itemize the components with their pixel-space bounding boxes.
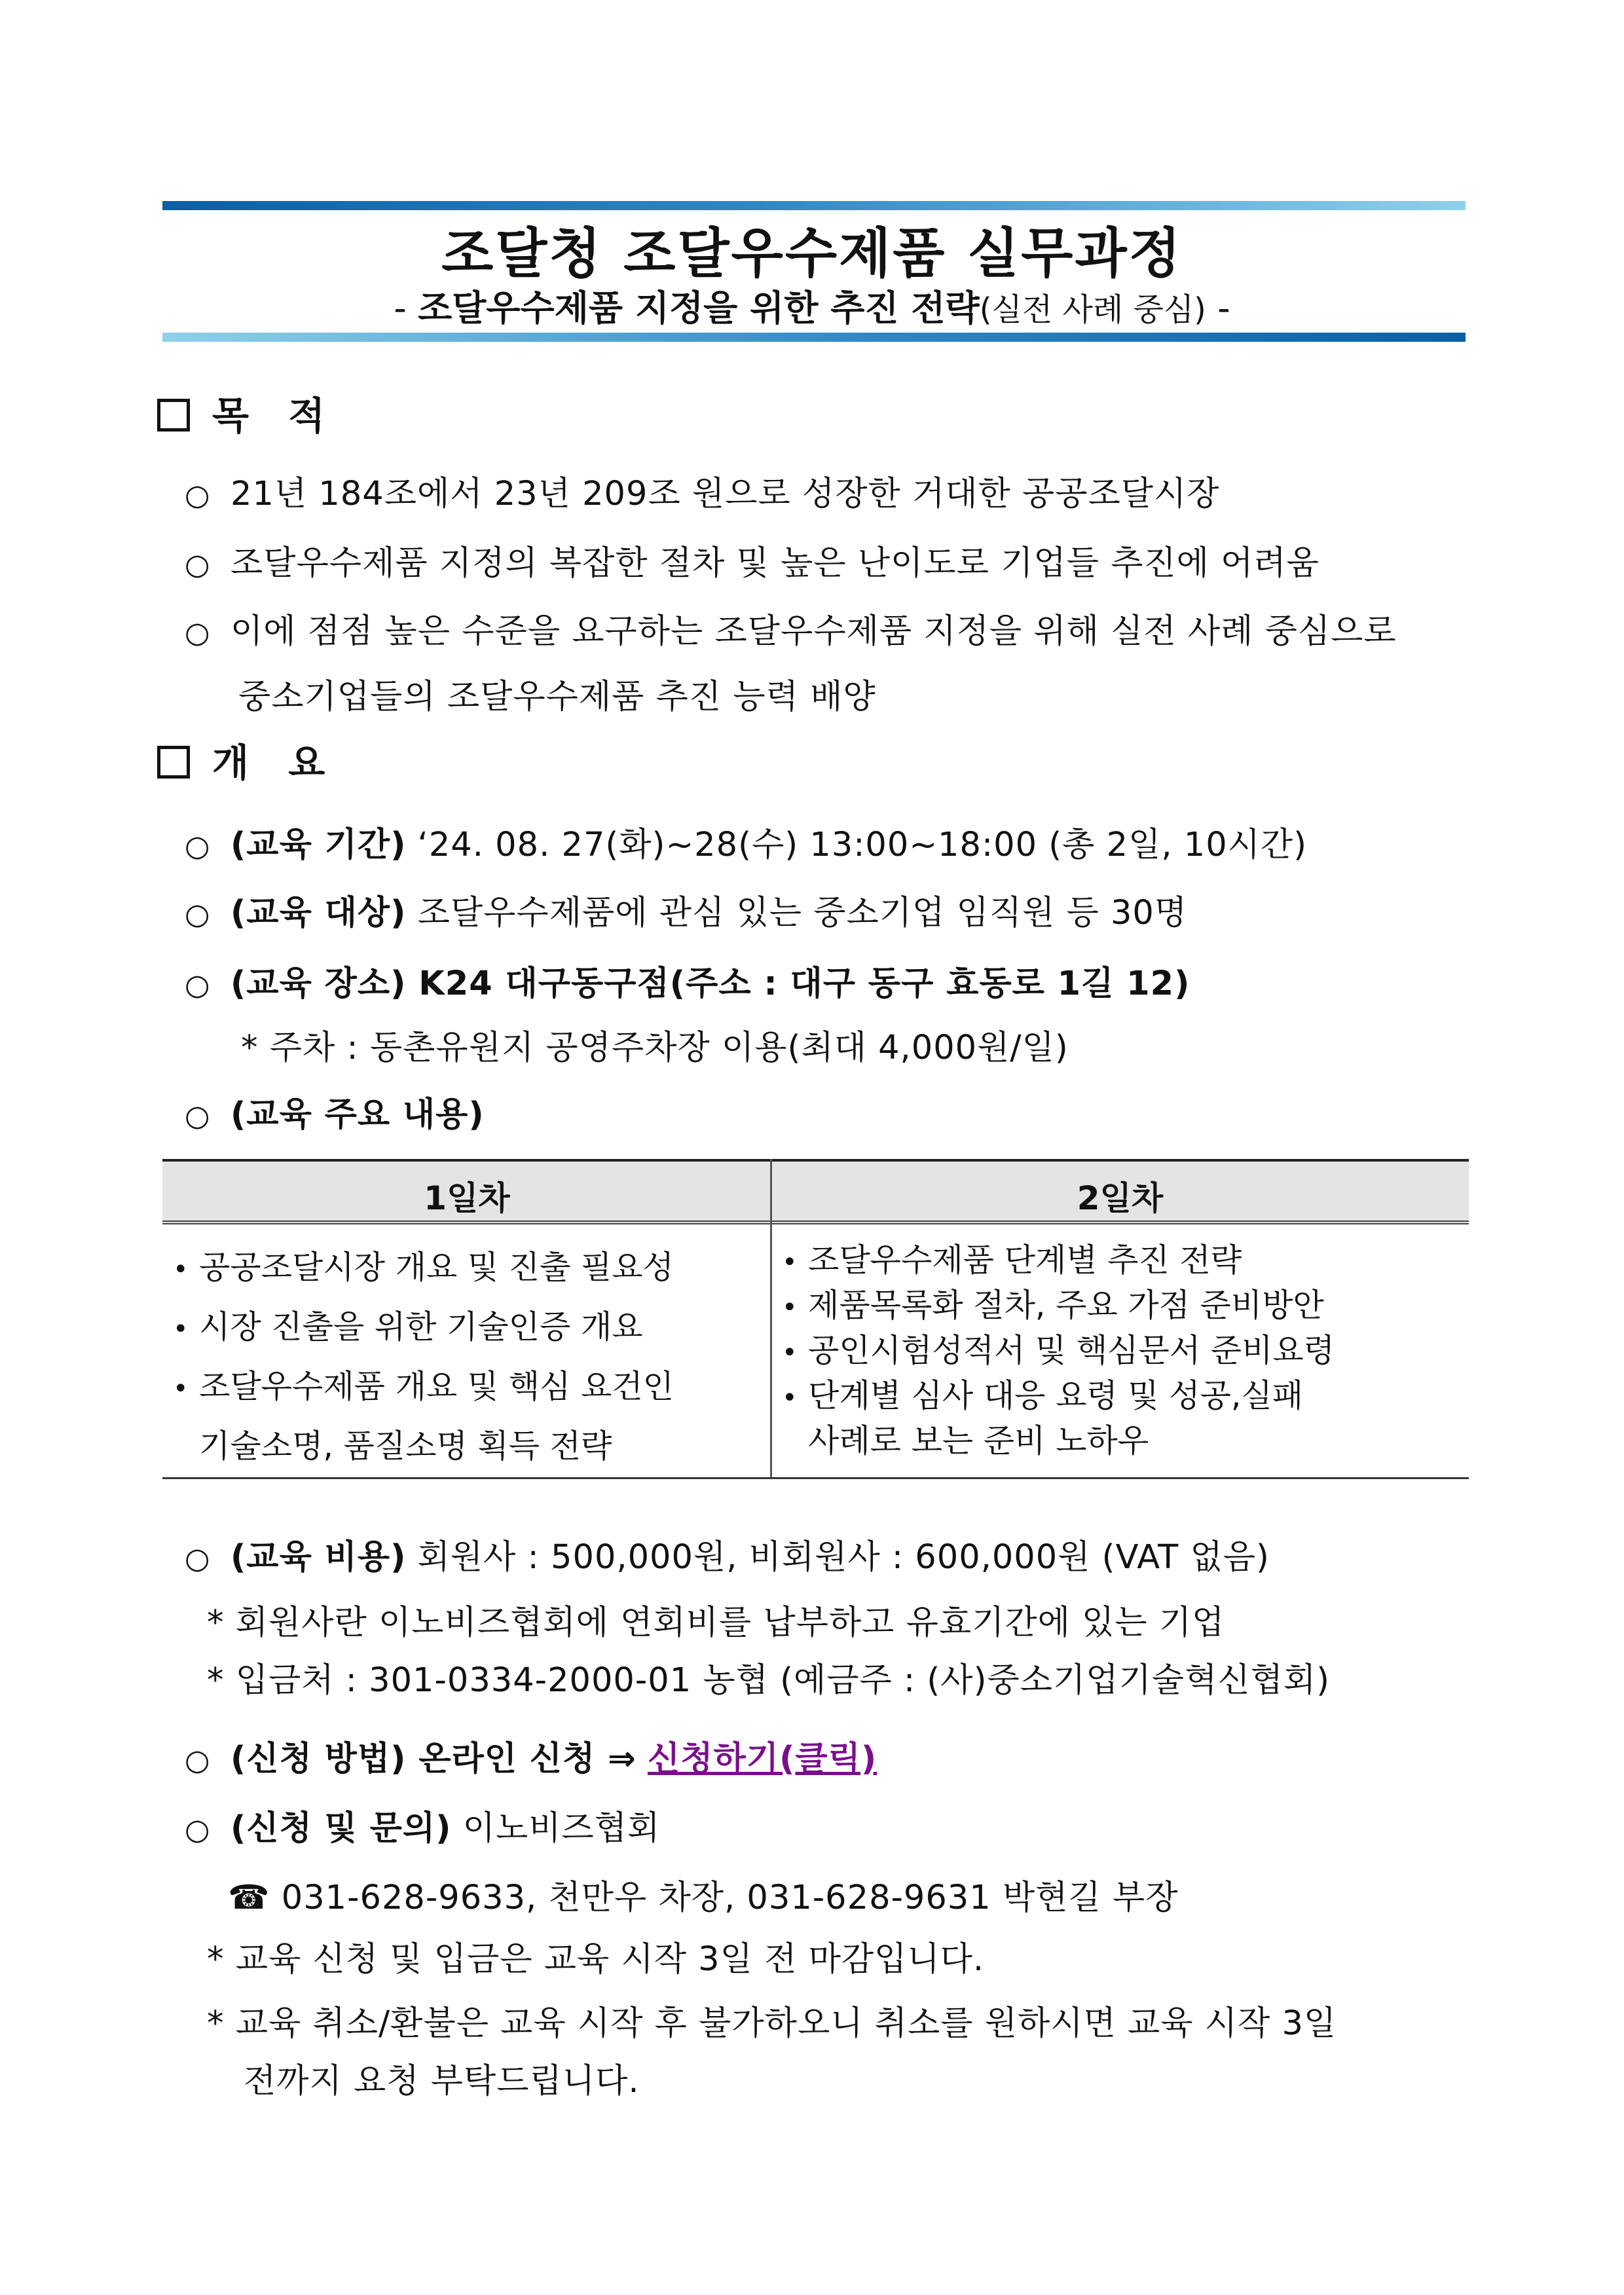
purpose-item-3: ○ 이에 점점 높은 수준을 요구하는 조달우수제품 지정을 위해 실전 사례 중심으로 <box>185 612 1397 651</box>
overview-contact: ○ (신청 및 문의) 이노비즈협회 <box>185 1809 661 1848</box>
circle-bullet-icon: ○ <box>185 1813 211 1846</box>
table-bottom-border <box>162 1477 1469 1479</box>
title-bottom-bar <box>162 333 1466 342</box>
refund-note-continued: 전까지 요청 부탁드립니다. <box>244 2062 640 2101</box>
circle-bullet-icon: ○ <box>185 479 211 512</box>
list-item: • 조달우수제품 개요 및 핵심 요건인 <box>173 1358 674 1418</box>
dot-bullet-icon: • <box>173 1374 189 1404</box>
purpose-item-1: ○ 21년 184조에서 23년 209조 원으로 성장한 거대한 공공조달시장 <box>185 475 1220 513</box>
dot-bullet-icon: • <box>782 1247 798 1277</box>
section-overview-heading: 개 요 <box>157 732 338 787</box>
account-note: * 입금처 : 301-0334-2000-01 농협 (예금주 : (사)중소기업기술혁신협회) <box>207 1661 1331 1700</box>
deadline-note: * 교육 신청 및 입금은 교육 시작 3일 전 마감입니다. <box>207 1940 985 1979</box>
curriculum-table <box>162 1159 1469 1478</box>
purpose-item-2: ○ 조달우수제품 지정의 복잡한 절차 및 높은 난이도로 기업들 추진에 어려움 <box>185 544 1320 583</box>
list-item: • 공공조달시장 개요 및 진출 필요성 <box>173 1239 674 1298</box>
table-cell-day2 <box>782 1239 1335 1463</box>
overview-cost: ○ (교육 비용) 회원사 : 500,000원, 비회원사 : 600,000원 (VAT 없음) <box>185 1538 1270 1577</box>
list-item: • 시장 진출을 위한 기술인증 개요 <box>173 1298 674 1358</box>
table-column-divider <box>770 1159 772 1478</box>
checkbox-square-icon <box>157 399 190 431</box>
overview-place: ○ (교육 장소) K24 대구동구점(주소 : 대구 동구 효동로 1길 12) <box>185 964 1190 1003</box>
table-header-day1: 1일차 <box>424 1179 510 1217</box>
refund-note: * 교육 취소/환불은 교육 시작 후 불가하오니 취소를 원하시면 교육 시작 3일 <box>207 2004 1337 2043</box>
list-item-continued: 기술소명, 품질소명 획득 전략 <box>199 1427 612 1465</box>
list-item: • 제품목록화 절차, 주요 가점 준비방안 <box>782 1284 1335 1329</box>
circle-bullet-icon: ○ <box>185 1099 211 1133</box>
document-title: 조달청 조달우수제품 실무과정 <box>441 223 1183 285</box>
circle-bullet-icon: ○ <box>185 1744 211 1777</box>
phone-icon: ☎ <box>228 1879 270 1917</box>
circle-bullet-icon: ○ <box>185 548 211 581</box>
overview-target: ○ (교육 대상) 조달우수제품에 관심 있는 중소기업 임직원 등 30명 <box>185 894 1188 932</box>
table-header-day2: 2일차 <box>1077 1179 1164 1217</box>
dot-bullet-icon: • <box>173 1255 189 1285</box>
contact-phone: ☎ 031-628-9633, 천만우 차장, 031-628-9631 박현길 부장 <box>228 1879 1179 1917</box>
list-item-continued: 사례로 보는 준비 노하우 <box>808 1422 1149 1460</box>
circle-bullet-icon: ○ <box>185 898 211 931</box>
dot-bullet-icon: • <box>782 1338 798 1368</box>
overview-content-label: ○ (교육 주요 내용) <box>185 1095 485 1134</box>
overview-apply: ○ (신청 방법) 온라인 신청 ⇒ 신청하기(클릭) <box>185 1740 877 1778</box>
list-item: • 공인시험성적서 및 핵심문서 준비요령 <box>782 1329 1335 1374</box>
checkbox-square-icon <box>157 746 190 779</box>
dot-bullet-icon: • <box>173 1314 189 1344</box>
arrow-right-icon: ⇒ <box>608 1740 637 1778</box>
section-purpose-heading: 목 적 <box>157 385 338 440</box>
list-item: • 단계별 심사 대응 요령 및 성공,실패 <box>782 1374 1335 1420</box>
table-cell-day1 <box>173 1239 674 1475</box>
overview-parking-note: * 주차 : 동촌유원지 공영주차장 이용(최대 4,000원/일) <box>241 1029 1069 1067</box>
document-subtitle: - 조달우수제품 지정을 위한 추진 전략(실전 사례 중심) - <box>394 287 1230 329</box>
circle-bullet-icon: ○ <box>185 1542 211 1575</box>
circle-bullet-icon: ○ <box>185 968 211 1002</box>
purpose-item-3-continued: 중소기업들의 조달우수제품 추진 능력 배양 <box>238 678 876 716</box>
title-top-bar <box>162 201 1466 210</box>
apply-link[interactable]: 신청하기(클릭) <box>648 1740 877 1778</box>
dot-bullet-icon: • <box>782 1293 798 1323</box>
circle-bullet-icon: ○ <box>185 616 211 650</box>
member-note: * 회원사란 이노비즈협회에 연회비를 납부하고 유효기간에 있는 기업 <box>207 1604 1225 1642</box>
dot-bullet-icon: • <box>782 1383 798 1413</box>
overview-period: ○ (교육 기간) ‘24. 08. 27(화)~28(수) 13:00~18:00 (총 2일, 10시간) <box>185 826 1308 864</box>
list-item: • 조달우수제품 단계별 추진 전략 <box>782 1239 1335 1284</box>
circle-bullet-icon: ○ <box>185 830 211 863</box>
